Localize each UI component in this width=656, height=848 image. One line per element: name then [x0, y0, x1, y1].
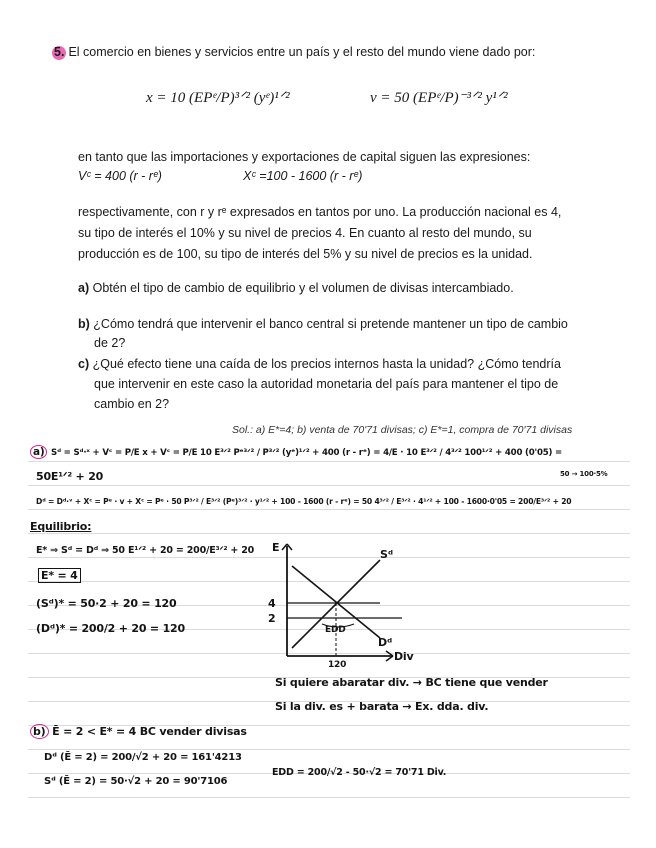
graph-tick-120: 120 — [328, 660, 347, 670]
graph-tick-4: 4 — [268, 597, 276, 610]
note-margin: 50 → 100·5% — [560, 470, 608, 478]
graph-demand-label: Dᵈ — [378, 636, 392, 649]
note-b-edd: EDD = 200/√2 - 50·√2 = 70'71 Div. — [272, 767, 447, 778]
question-c — [78, 357, 561, 371]
question-c-label: c) — [78, 357, 90, 371]
graph-supply-label: Sᵈ — [380, 548, 393, 561]
problem-intro: El comercio en bienes y servicios entre un país y el resto del mundo viene dado por: — [68, 45, 536, 59]
note-eq-result — [38, 569, 81, 582]
vc-expression: Vᶜ = 400 (r - rᵉ) — [78, 169, 162, 183]
note-b-label: b) — [30, 724, 49, 739]
note-dd-line: Dᵈ = Dᵈ·ᵛ + Xᶜ = Pᵉ · v + Xᶜ = Pᵉ · 50 P³ᐟ² / E³ᐟ² (Pᵉ)³ᐟ² · y¹ᐟ² + 100 - 1600 (r - rᵉ) = 50 4³ᐟ² / E³ᐟ² · 4¹ᐟ² + 100 - 1600·0'05 = 200/E³ᐟ² + 20 — [36, 497, 572, 506]
ruled-line — [28, 461, 630, 462]
note-eq-boxed: E* = 4 — [38, 568, 81, 583]
question-b — [78, 317, 568, 331]
ruled-line — [28, 485, 630, 486]
question-c-text-3: cambio en 2? — [94, 397, 170, 411]
ruled-line — [28, 797, 630, 798]
note-b-text: Ē = 2 < E* = 4 BC vender divisas — [52, 725, 247, 738]
note-sd-expression: Sᵈ = Sᵈ·ˣ + Vᶜ = P/E x + Vᶜ = P/E 10 E³ᐟ² Pᵉ³ᐟ² / P³ᐟ² (yᵉ)¹ᐟ² + 400 (r - rᵉ) = 4/E · 10 E³ᐟ² / 4³ᐟ² 100¹ᐟ² + 400 (0'05) = — [50, 448, 563, 458]
paragraph-line-3: producción es de 100, su tipo de interés del 5% y su nivel de precios es la unidad. — [78, 247, 533, 261]
question-a-text: Obtén el tipo de cambio de equilibrio y el volumen de divisas intercambiado. — [92, 281, 514, 295]
question-c-text-1: ¿Qué efecto tiene una caída de los precios internos hasta la unidad? ¿Cómo tendría — [92, 357, 561, 371]
note-sd-result: 50E¹ᐟ² + 20 — [36, 470, 104, 483]
ruled-line — [28, 533, 630, 534]
note-b-sd: Sᵈ (Ē = 2) = 50·√2 + 20 = 90'7106 — [44, 776, 228, 787]
graph-tick-2: 2 — [268, 612, 276, 625]
note-sd-line — [30, 446, 562, 458]
note-interpretation-1: Si quiere abaratar div. → BC tiene que vender — [275, 676, 548, 689]
question-b-label: b) — [78, 317, 90, 331]
question-a-label: a) — [78, 281, 90, 295]
problem-number: 5. — [54, 45, 65, 59]
graph-y-label: E — [272, 541, 280, 554]
question-b-text-2: de 2? — [94, 336, 126, 350]
note-dd-star: (Dᵈ)* = 200/2 + 20 = 120 — [36, 622, 185, 635]
graph-x-label: Div — [394, 650, 414, 663]
note-sd-star: (Sᵈ)* = 50·2 + 20 = 120 — [36, 597, 177, 610]
note-b-dd: Dᵈ (Ē = 2) = 200/√2 + 20 = 161'4213 — [44, 752, 242, 763]
note-eq-line: E* ⇒ Sᵈ = Dᵈ ⇒ 50 E¹ᐟ² + 20 = 200/E³ᐟ² + 20 — [36, 545, 255, 556]
question-a — [78, 281, 514, 295]
solution-line: Sol.: a) E*=4; b) venta de 70'71 divisas; c) E*=1, compra de 70'71 divisas — [232, 424, 573, 436]
paragraph-line-2: su tipo de interés el 10% y su nivel de precios 4. En cuanto al resto del mundo, su — [78, 226, 532, 240]
ruled-line — [28, 509, 630, 510]
xc-expression: Xᶜ =100 - 1600 (r - rᵉ) — [243, 169, 363, 183]
capital-intro: en tanto que las importaciones y exportaciones de capital siguen las expresiones: — [78, 150, 531, 164]
note-a-label: a) — [30, 445, 47, 459]
note-interpretation-2: Si la div. es + barata → Ex. dda. div. — [275, 700, 489, 713]
note-equilibrio-label: Equilibrio: — [30, 520, 92, 533]
question-c-text-2: que intervenir en este caso la autoridad monetaria del país para mantener el tipo de — [94, 377, 559, 391]
note-b-line — [30, 725, 247, 738]
graph-edd-label: EDD — [325, 625, 346, 635]
paragraph-line-1: respectivamente, con r y rᵉ expresados en tantos por uno. La producción nacional es 4, — [78, 205, 562, 219]
equation-imports: v = 50 (EPᵉ/P)⁻³ᐟ² y¹ᐟ² — [370, 90, 508, 106]
question-b-text-1: ¿Cómo tendrá que intervenir el banco central si pretende mantener un tipo de cambio — [93, 317, 568, 331]
problem-intro-line — [52, 45, 535, 60]
equation-exports: x = 10 (EPᵉ/P)³ᐟ² (yᵉ)¹ᐟ² — [146, 90, 290, 106]
ruled-line — [28, 749, 630, 750]
